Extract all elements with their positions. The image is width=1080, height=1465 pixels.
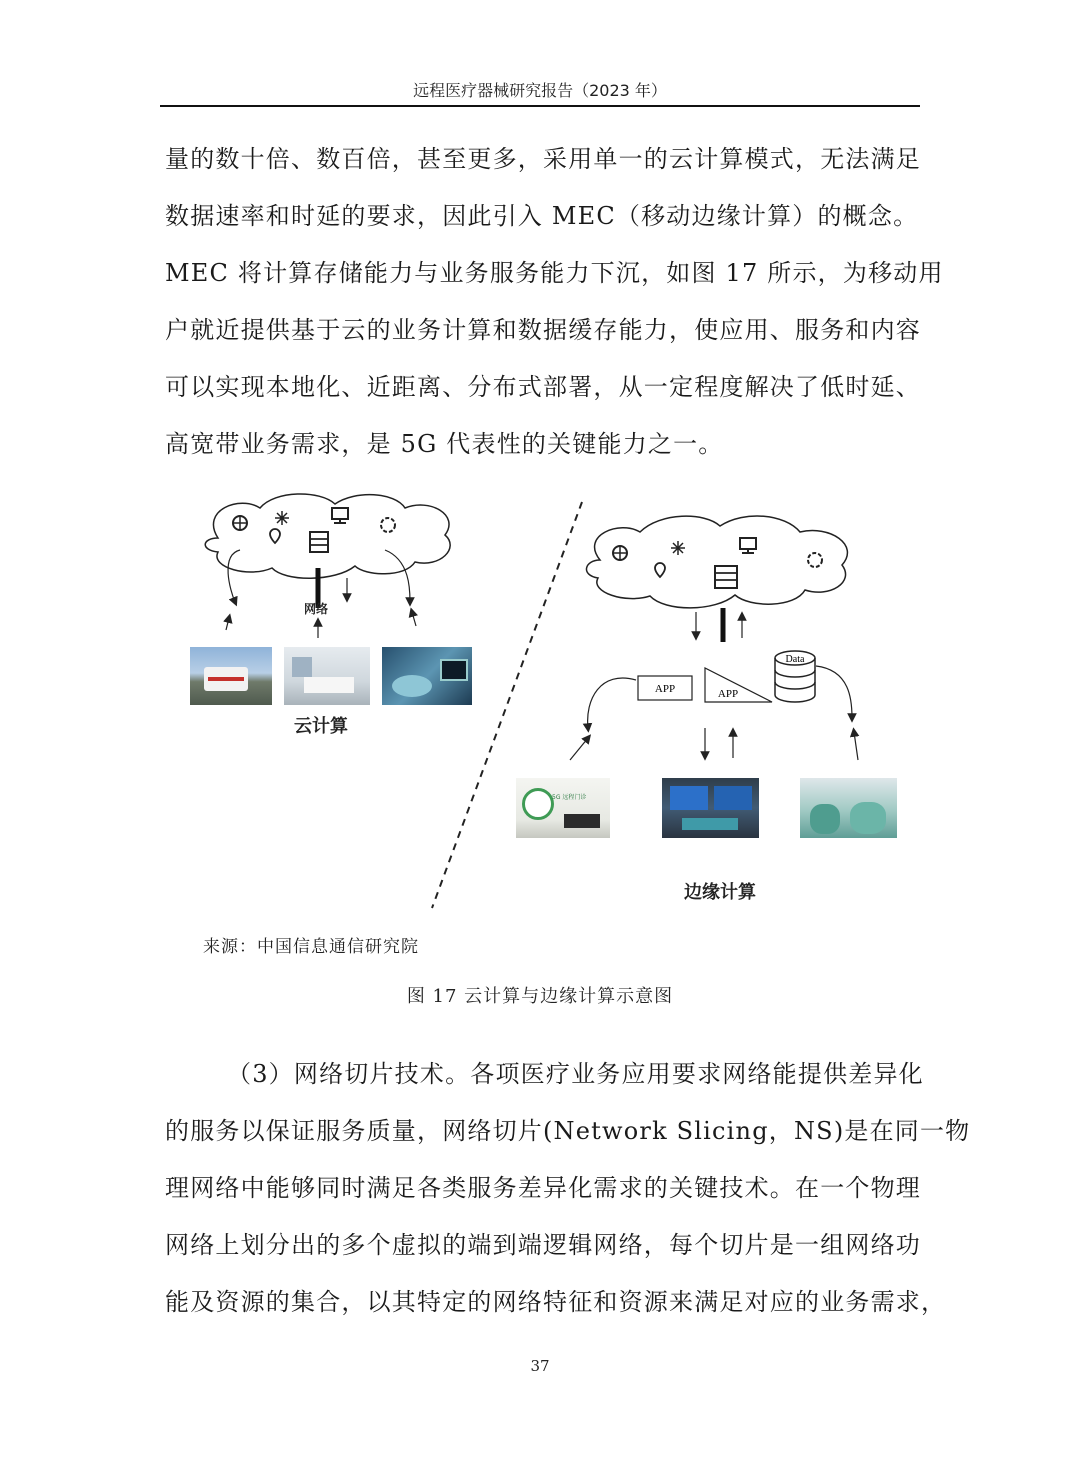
figure-diagram [160, 490, 920, 920]
divider-dashed-line [432, 502, 582, 908]
server-icon [310, 532, 328, 552]
paragraph-line: 的服务以保证服务质量，网络切片(Network Slicing，NS)是在同一物 [165, 1117, 971, 1145]
page-number: 37 [530, 1357, 550, 1375]
surgery-room-photo [382, 647, 472, 705]
location-pin-icon [270, 529, 280, 543]
paragraph-line: 高宽带业务需求，是 5G 代表性的关键能力之一。 [165, 430, 724, 458]
paragraph-line: 数据速率和时延的要求，因此引入 MEC（移动边缘计算）的概念。 [165, 202, 919, 230]
app-label-2: APP [717, 688, 739, 700]
flow-arrow [854, 732, 858, 760]
paragraph-line: 可以实现本地化、近距离、分布式部署，从一定程度解决了低时延、 [165, 373, 921, 401]
paragraph-line: 能及资源的集合，以其特定的网络特征和资源来满足对应的业务需求， [165, 1288, 947, 1316]
globe-icon [613, 546, 627, 560]
meeting-room-photo [284, 647, 370, 705]
monitor-icon [740, 538, 756, 553]
globe-icon [233, 516, 247, 530]
paragraph-line: （3）网络切片技术。各项医疗业务应用要求网络能提供差异化 [227, 1060, 924, 1088]
flow-arrow [226, 618, 229, 630]
network-node-icon [671, 541, 685, 555]
paragraph-line: 户就近提供基于云的业务计算和数据缓存能力，使应用、服务和内容 [165, 316, 921, 344]
network-label: 网络 [304, 602, 329, 616]
remote-clinic-photo [516, 778, 610, 838]
flow-arrow [228, 550, 240, 602]
figure-source: 来源：中国信息通信研究院 [203, 937, 419, 957]
app-label-1: APP [654, 683, 676, 695]
monitor-icon [332, 508, 348, 523]
page-header-title: 远程医疗器械研究报告（2023 年） [413, 81, 667, 100]
paragraph-line: 网络上划分出的多个虚拟的端到端逻辑网络，每个切片是一组网络功 [165, 1231, 921, 1259]
settings-ring-icon [381, 518, 395, 532]
clinic-sign-text: 5G 远程门诊 [552, 794, 587, 801]
flow-arrow [412, 612, 416, 626]
operating-room-photo [800, 778, 897, 838]
paragraph-line: MEC 将计算存储能力与业务服务能力下沉，如图 17 所示，为移动用 [165, 259, 944, 287]
location-pin-icon [655, 563, 665, 577]
cloud-computing-label: 云计算 [294, 716, 348, 737]
flow-arrow [570, 738, 588, 760]
body-paragraph-1 [165, 131, 944, 473]
app-triangle [705, 668, 772, 702]
body-paragraph-2 [165, 1046, 971, 1331]
flow-arrow [385, 550, 410, 602]
flow-arrow [816, 666, 852, 718]
control-room-photo [662, 778, 759, 838]
header-divider [160, 105, 920, 107]
ambulance-photo [190, 647, 272, 705]
cloud-right [586, 516, 847, 608]
figure-caption: 图 17 云计算与边缘计算示意图 [406, 986, 674, 1007]
settings-ring-icon [808, 553, 822, 567]
paragraph-line: 理网络中能够同时满足各类服务差异化需求的关键技术。在一个物理 [165, 1174, 921, 1202]
server-icon [715, 566, 737, 588]
cloud-left [205, 494, 450, 578]
network-node-icon [275, 511, 289, 525]
edge-computing-label: 边缘计算 [684, 882, 756, 903]
data-label: Data [785, 654, 805, 665]
paragraph-line: 量的数十倍、数百倍，甚至更多，采用单一的云计算模式，无法满足 [165, 145, 921, 173]
figure-cloud-vs-edge [160, 490, 920, 920]
flow-arrow [588, 678, 636, 728]
